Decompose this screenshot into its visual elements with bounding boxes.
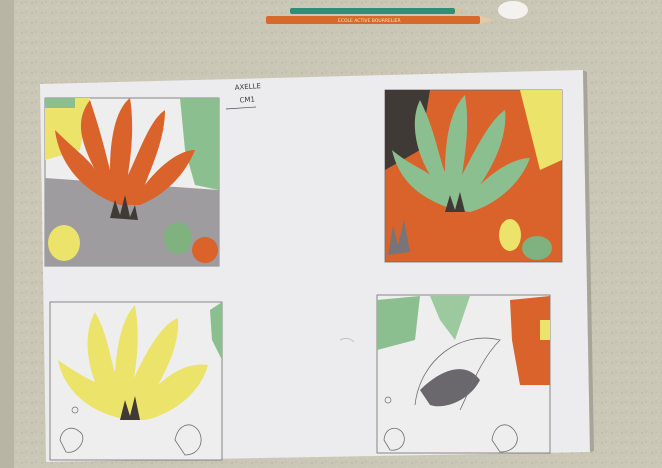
drawing-bottom-left xyxy=(50,302,222,460)
pencil-imprint: ECOLE ACTIVE BOURRELIER xyxy=(338,19,401,24)
left-margin-shadow xyxy=(0,0,14,468)
handwriting-name: AXELLE xyxy=(234,82,262,92)
drawing-bottom-right xyxy=(377,295,550,453)
green-pencil xyxy=(290,8,455,14)
drawing-top-left xyxy=(45,98,219,266)
drawing-top-right xyxy=(385,90,562,262)
handwriting-class: CM1 xyxy=(239,95,256,105)
eraser xyxy=(498,1,528,19)
